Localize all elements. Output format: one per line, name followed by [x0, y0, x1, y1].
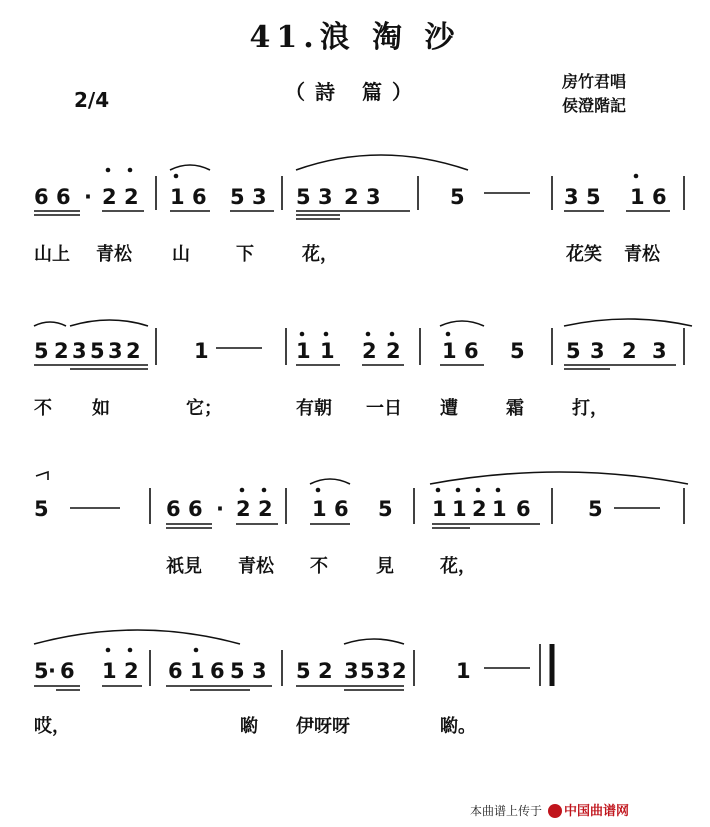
lyric: 有朝	[296, 398, 332, 419]
footer-text: 本曲谱上传于	[470, 804, 543, 818]
note: 1	[456, 659, 471, 683]
lyric: 見	[376, 556, 394, 577]
transcriber-credit: 侯澄階記	[562, 96, 627, 115]
note: 5	[90, 339, 105, 363]
note: 3	[590, 339, 605, 363]
note: ·	[84, 185, 92, 209]
note: 6	[188, 497, 203, 521]
note: 5	[360, 659, 375, 683]
note: 3	[108, 339, 123, 363]
slur	[170, 165, 210, 170]
tie-start	[36, 472, 48, 480]
note: 5	[378, 497, 393, 521]
note: 3	[344, 659, 359, 683]
note: ·	[48, 659, 56, 683]
lyric: 山上	[34, 244, 70, 265]
note: 6	[56, 185, 71, 209]
lyric: 如	[92, 398, 110, 419]
slur	[296, 155, 468, 170]
note: 1	[442, 339, 457, 363]
note: 3	[376, 659, 391, 683]
note: 6	[192, 185, 207, 209]
slur	[430, 472, 688, 484]
note: 1	[102, 659, 117, 683]
lyric: 山	[172, 244, 190, 265]
note: 1	[432, 497, 447, 521]
song-subtitle: （詩 篇）	[285, 80, 422, 104]
note: 1	[296, 339, 311, 363]
note: 5	[296, 185, 311, 209]
slur	[344, 639, 404, 644]
song-title: 41.浪 淘 沙	[249, 20, 461, 55]
note: 6	[334, 497, 349, 521]
note: 2	[236, 497, 251, 521]
note: 6	[60, 659, 75, 683]
upload-footer	[470, 800, 629, 819]
lyric: 下	[236, 244, 254, 265]
note: 5	[566, 339, 581, 363]
lyric: 不	[34, 398, 52, 419]
note: 6	[166, 497, 181, 521]
lyric: 遭	[440, 398, 458, 419]
note: 3	[72, 339, 87, 363]
slur	[440, 321, 484, 326]
note: 2	[472, 497, 487, 521]
lyric: 喲。	[440, 716, 476, 737]
time-signature: 2/4	[74, 88, 110, 112]
note: 1	[170, 185, 185, 209]
note: 5	[450, 185, 465, 209]
lyric: 哎，	[34, 716, 70, 737]
note: 1	[492, 497, 507, 521]
note: 6	[652, 185, 667, 209]
note: 3	[652, 339, 667, 363]
note: 2	[124, 659, 139, 683]
note: 3	[366, 185, 381, 209]
lyric: 一日	[366, 398, 402, 419]
note: 3	[252, 185, 267, 209]
lyric: 花，	[302, 244, 338, 265]
note: 6	[34, 185, 49, 209]
note: 2	[344, 185, 359, 209]
lyric: 霜	[506, 398, 524, 419]
lyric: 青松	[238, 556, 274, 577]
note: 3	[252, 659, 267, 683]
note: 1	[190, 659, 205, 683]
slur	[34, 630, 240, 644]
site-logo-icon	[548, 804, 562, 818]
note: 2	[258, 497, 273, 521]
note: 1	[630, 185, 645, 209]
lyric: 祇見	[166, 556, 202, 577]
lyric: 花，	[440, 556, 476, 577]
lyric: 伊呀呀	[296, 716, 350, 737]
note: 2	[392, 659, 407, 683]
note: 1	[312, 497, 327, 521]
note: 2	[126, 339, 141, 363]
note: 5	[296, 659, 311, 683]
note: 5	[510, 339, 525, 363]
slur	[34, 322, 66, 326]
note: 2	[124, 185, 139, 209]
singer-credit: 房竹君唱	[562, 72, 627, 91]
note: 6	[210, 659, 225, 683]
note: 5	[230, 185, 245, 209]
lyric: 喲	[240, 716, 258, 737]
note: 6	[168, 659, 183, 683]
note: 2	[386, 339, 401, 363]
lyric: 它；	[186, 398, 222, 419]
note: 2	[102, 185, 117, 209]
note: 6	[516, 497, 531, 521]
lyric: 打，	[572, 398, 608, 419]
note: 2	[318, 659, 333, 683]
note: 1	[194, 339, 209, 363]
lyric: 不	[310, 556, 328, 577]
note: 3	[318, 185, 333, 209]
note: 1	[320, 339, 335, 363]
lyric: 花笑	[566, 244, 602, 265]
note: ·	[216, 497, 224, 521]
lyric: 青松	[624, 244, 660, 265]
slur	[564, 319, 692, 326]
note: 3	[564, 185, 579, 209]
note: 5	[588, 497, 603, 521]
slur	[310, 479, 350, 484]
note: 2	[622, 339, 637, 363]
slur	[70, 320, 148, 326]
site-brand-link[interactable]: 中国曲谱网	[564, 804, 630, 819]
note: 1	[452, 497, 467, 521]
note: 5	[34, 339, 49, 363]
note: 2	[54, 339, 69, 363]
note: 2	[362, 339, 377, 363]
note: 5	[586, 185, 601, 209]
note: 6	[464, 339, 479, 363]
note: 5	[34, 497, 49, 521]
lyric: 青松	[96, 244, 132, 265]
note: 5	[34, 659, 49, 683]
note: 5	[230, 659, 245, 683]
